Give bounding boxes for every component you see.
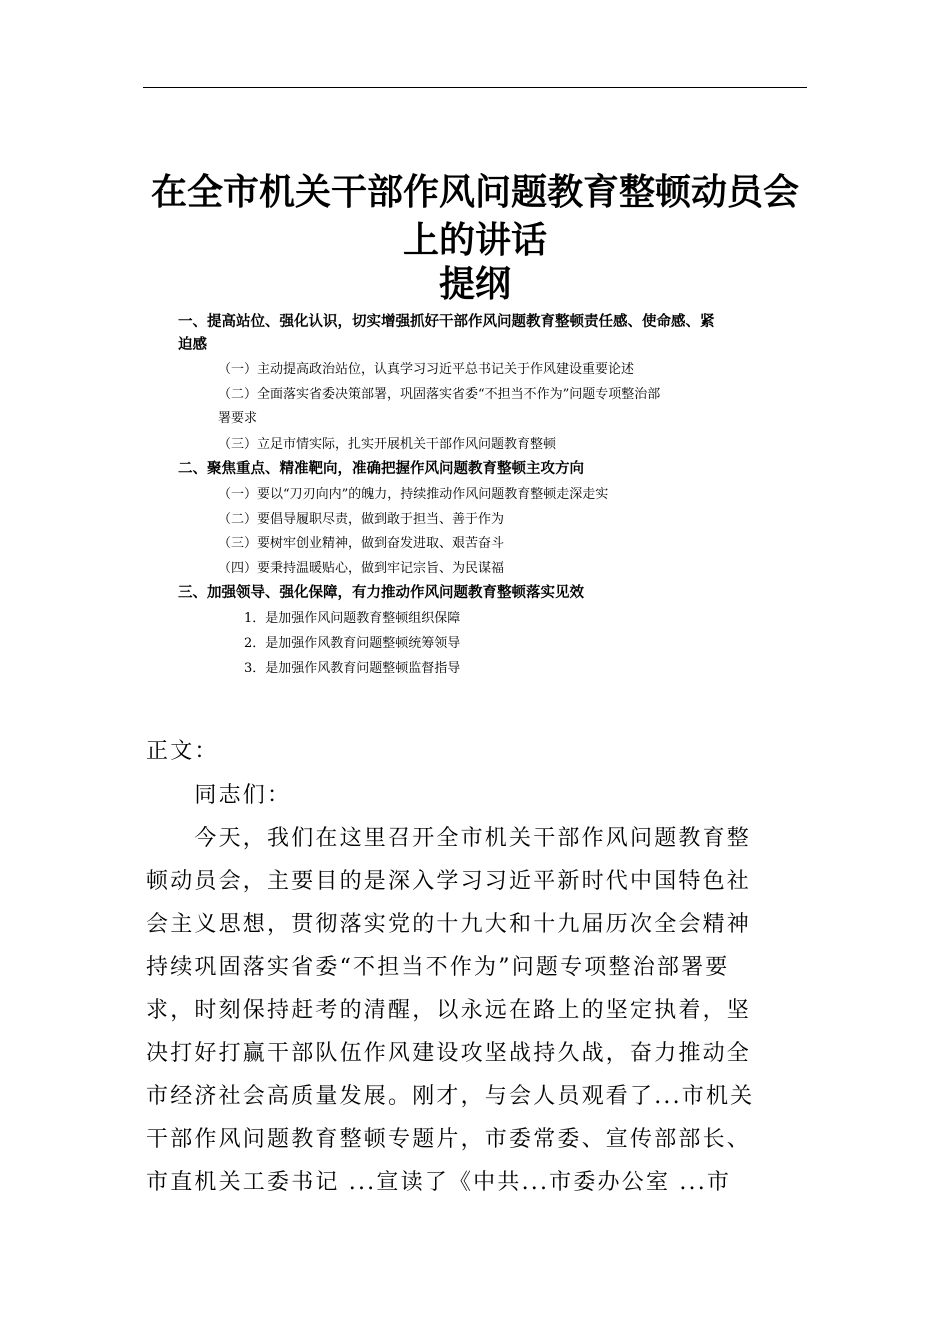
body-salutation: 同志们： [146, 783, 292, 808]
outline-item: （二）全面落实省委决策部署，巩固落实省委“不担当不作为”问题专项整治部 [218, 387, 661, 402]
body-line: 会主义思想，贯彻落实党的十九大和十九届历次全会精神 [146, 912, 752, 937]
outline-item: （四）要秉持温暖贴心，做到牢记宗旨、为民谋福 [218, 561, 505, 576]
outline-item: （三）要树牢创业精神，做到奋发进取、艰苦奋斗 [218, 536, 505, 551]
document-title-line-1: 在全市机关干部作风问题教育整顿动员会 [150, 172, 799, 213]
body-heading: 正文： [146, 739, 219, 764]
outline-item: 署要求 [218, 411, 258, 426]
outline-item: 1．是加强作风问题教育整顿组织保障 [244, 611, 461, 626]
body-line: 今天，我们在这里召开全市机关干部作风问题教育整 [146, 826, 752, 851]
body-line: 求，时刻保持赶考的清醒，以永远在路上的坚定执着，坚 [146, 998, 752, 1023]
body-line: 市直机关工委书记 ...宣读了《中共...市委办公室 ...市 [146, 1170, 732, 1195]
body-line: 持续巩固落实省委“不担当不作为”问题专项整治部署要 [146, 955, 730, 980]
outline-item: 2．是加强作风教育问题整顿统筹领导 [244, 636, 461, 651]
body-line: 决打好打赢干部队伍作风建设攻坚战持久战，奋力推动全 [146, 1041, 752, 1066]
body-line: 市经济社会高质量发展。刚才，与会人员观看了...市机关 [146, 1084, 755, 1109]
outline-item: （二）要倡导履职尽责，做到敢于担当、善于作为 [218, 512, 505, 527]
header-rule [143, 87, 807, 88]
document-subtitle-outline: 提纲 [438, 264, 511, 305]
outline-item: 二、聚焦重点、精准靶向，准确把握作风问题教育整顿主攻方向 [178, 461, 584, 477]
body-line: 顿动员会，主要目的是深入学习习近平新时代中国特色社 [146, 869, 752, 894]
outline-item: 三、加强领导、强化保障，有力推动作风问题教育整顿落实见效 [178, 585, 584, 601]
outline-item: （三）立足市情实际，扎实开展机关干部作风问题教育整顿 [218, 437, 557, 452]
outline-item: 一、提高站位、强化认识，切实增强抓好干部作风问题教育整顿责任感、使命感、紧 [178, 314, 715, 330]
outline-item: 迫感 [178, 337, 207, 353]
outline-item: （一）要以“刀刃向内”的魄力，持续推动作风问题教育整顿走深走实 [218, 487, 609, 502]
body-line: 干部作风问题教育整顿专题片，市委常委、宣传部部长、 [146, 1127, 752, 1152]
outline-item: 3．是加强作风教育问题整顿监督指导 [244, 661, 461, 676]
outline-item: （一）主动提高政治站位，认真学习习近平总书记关于作风建设重要论述 [218, 362, 635, 377]
document-title-line-2: 上的讲话 [402, 220, 547, 261]
